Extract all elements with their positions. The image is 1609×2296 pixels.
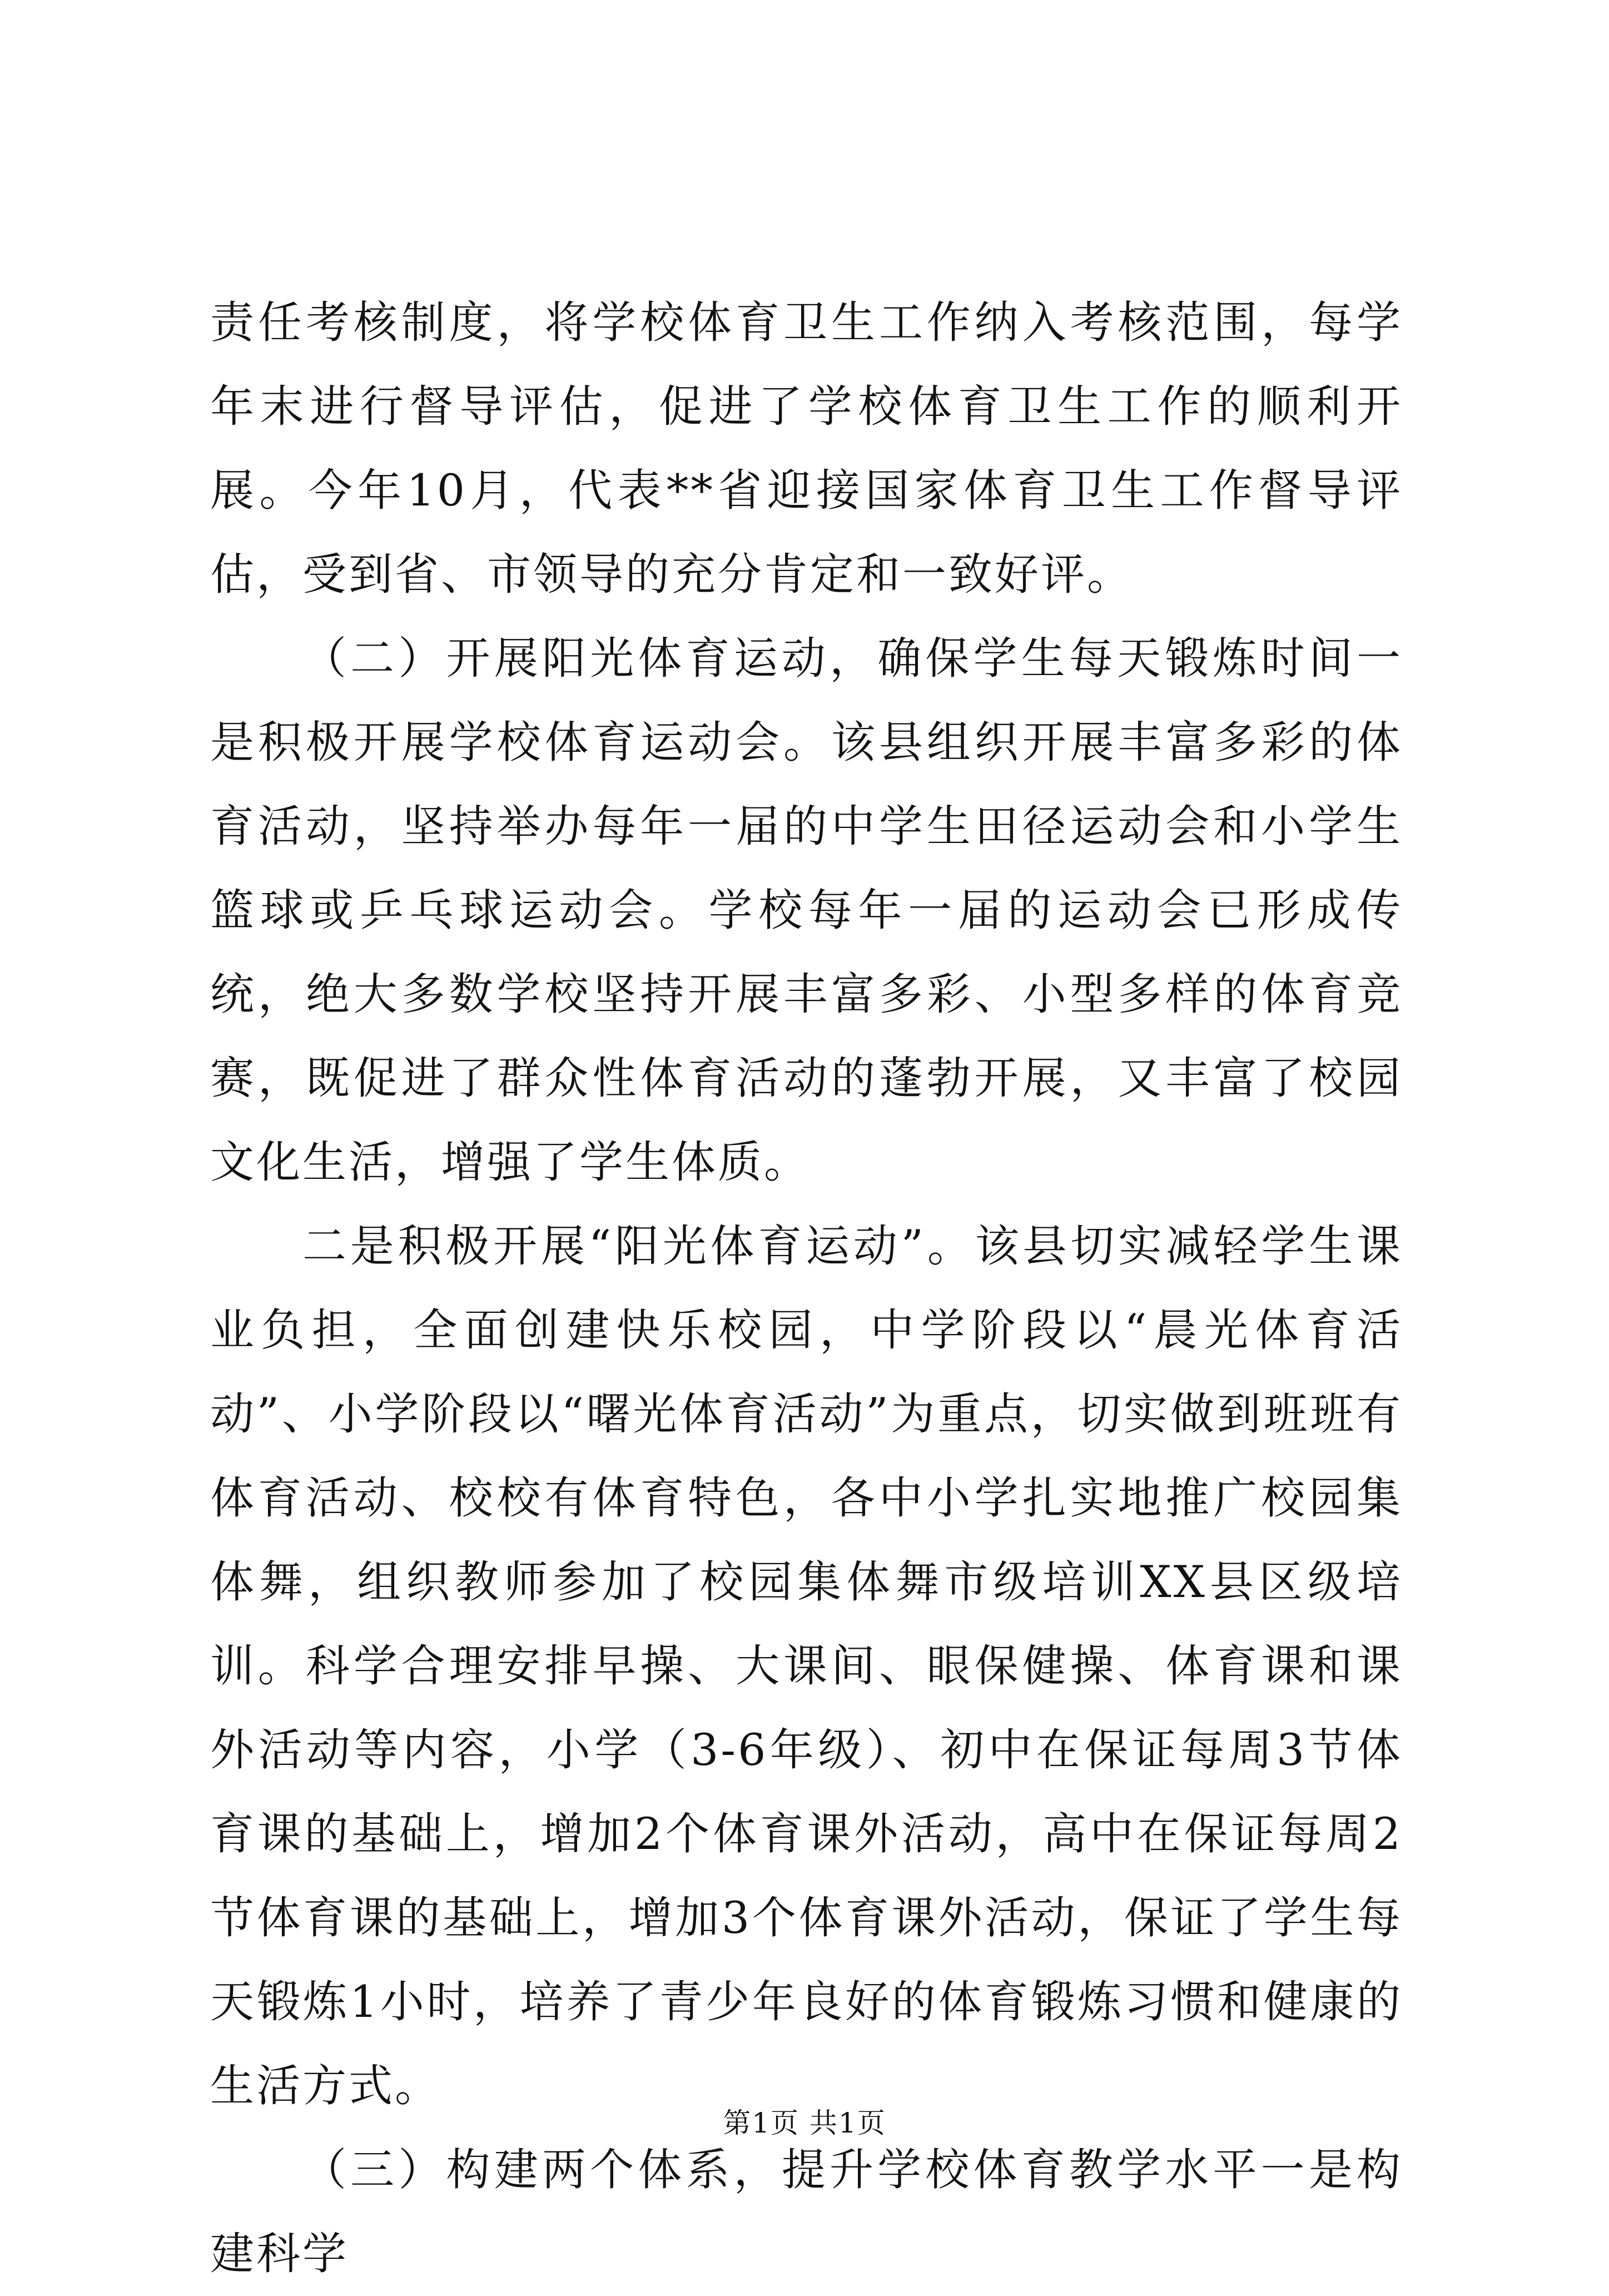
paragraph-continuation: 责任考核制度，将学校体育卫生工作纳入考核范围，每学年末进行督导评估，促进了学校体育卫生工作的顺利开展。今年10月，代表**省迎接国家体育卫生工作督导评估，受到省、市领导的充分肯定和一致好评。 <box>210 297 1403 600</box>
paragraph-sunshine-sports: 二是积极开展“阳光体育运动”。该县切实减轻学生课业负担，全面创建快乐校园，中学阶段以“晨光体育活动”、小学阶段以“曙光体育活动”为重点，切实做到班班有体育活动、校校有体育特色，各中小学扎实地推广校园集体舞，组织教师参加了校园集体舞市级培训XX县区级培训。科学合理安排早操、大课间、眼保健操、体育课和课外活动等内容，小学（3-6年级）、初中在保证每周3节体育课的基础上，增加2个体育课外活动，高中在保证每周2节体育课的基础上，增加3个体育课外活动，保证了学生每天锻炼1小时，培养了青少年良好的体育锻炼习惯和健康的生活方式。 <box>210 1221 1403 2111</box>
paragraph-section-three: （三）构建两个体系，提升学校体育教学水平一是构建科学 <box>210 2144 1403 2279</box>
document-body <box>210 281 1403 2296</box>
page-footer: 第1页 共1页 <box>723 2107 886 2139</box>
paragraph-section-two: （二）开展阳光体育运动，确保学生每天锻炼时间一是积极开展学校体育运动会。该县组织开展丰富多彩的体育活动，坚持举办每年一届的中学生田径运动会和小学生篮球或乒乓球运动会。学校每年一届的运动会已形成传统，绝大多数学校坚持开展丰富多彩、小型多样的体育竞赛，既促进了群众性体育活动的蓬勃开展，又丰富了校园文化生活，增强了学生体质。 <box>210 633 1403 1188</box>
